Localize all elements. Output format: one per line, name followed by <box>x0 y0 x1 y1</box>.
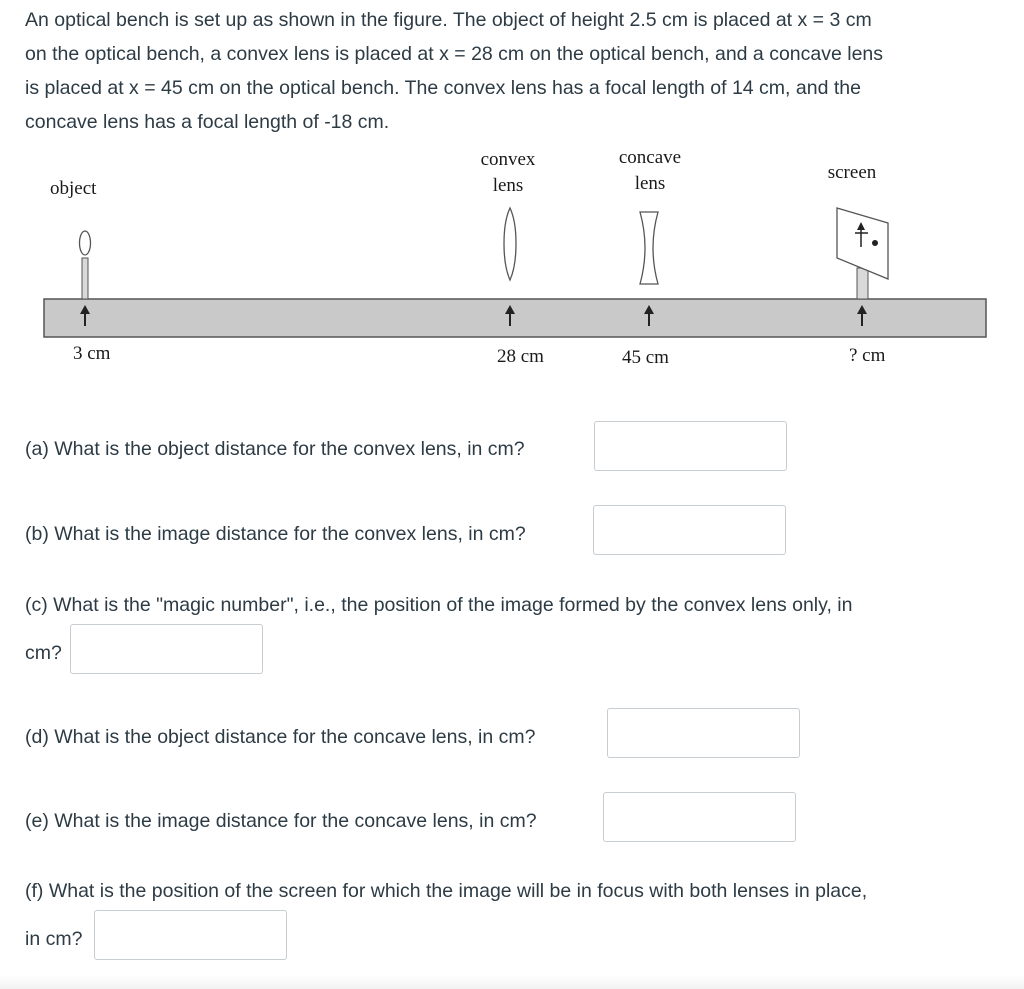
object-holder <box>80 231 91 299</box>
object-position-label: 3 cm <box>73 343 111 364</box>
screen-holder <box>837 208 888 299</box>
answer-a-input[interactable] <box>594 421 787 471</box>
question-f-line2: in cm? <box>25 928 83 950</box>
convex-lens-label-line1: convex <box>480 149 536 170</box>
answer-f-input[interactable] <box>94 910 287 960</box>
concave-lens-label-line1: concave <box>618 147 682 168</box>
problem-line-2: on the optical bench, a convex lens is placed at x = 28 cm on the optical bench, and a concave lens <box>25 43 884 65</box>
question-b: (b) What is the image distance for the convex lens, in cm? <box>25 523 526 545</box>
question-d: (d) What is the object distance for the concave lens, in cm? <box>25 726 536 748</box>
answer-d-input[interactable] <box>607 708 800 758</box>
problem-line-1: An optical bench is set up as shown in the figure. The object of height 2.5 cm is placed at x = 3 cm <box>25 9 872 31</box>
bench-rail <box>44 299 986 337</box>
optical-bench-figure <box>0 0 1024 400</box>
problem-line-4: concave lens has a focal length of -18 cm. <box>25 111 390 133</box>
answer-c-input[interactable] <box>70 624 263 674</box>
concave-lens-position-label: 45 cm <box>622 347 669 368</box>
question-e: (e) What is the image distance for the concave lens, in cm? <box>25 810 537 832</box>
optical-bench-diagram <box>0 0 1024 400</box>
screen-label: screen <box>827 162 877 183</box>
convex-lens-label-line2: lens <box>492 175 524 196</box>
problem-line-3: is placed at x = 45 cm on the optical bench. The convex lens has a focal length of 14 cm, and the <box>25 77 861 99</box>
convex-lens <box>504 208 516 280</box>
answer-b-input[interactable] <box>593 505 786 555</box>
question-c-line1: (c) What is the "magic number", i.e., the position of the image formed by the convex lens only, in <box>25 594 853 616</box>
question-c-line2: cm? <box>25 642 62 664</box>
convex-lens-position-label: 28 cm <box>497 346 544 367</box>
question-f-line1: (f) What is the position of the screen for which the image will be in focus with both lenses in place, <box>25 880 868 902</box>
concave-lens-label-line2: lens <box>634 173 666 194</box>
screen-position-label: ? cm <box>849 345 886 366</box>
object-label: object <box>50 178 97 199</box>
question-a: (a) What is the object distance for the convex lens, in cm? <box>25 438 525 460</box>
concave-lens <box>640 212 658 284</box>
answer-e-input[interactable] <box>603 792 796 842</box>
bottom-shadow <box>0 975 1024 989</box>
